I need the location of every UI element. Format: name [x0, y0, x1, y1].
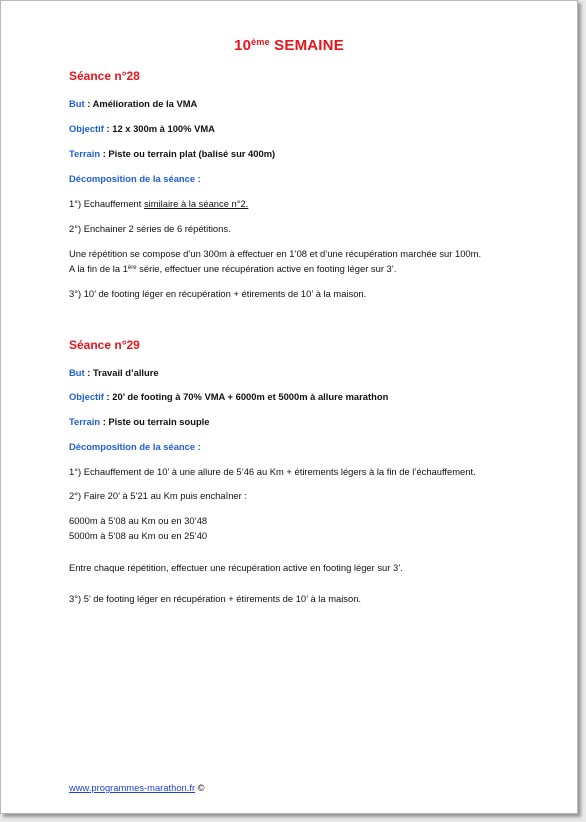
seance-28-step-3: 3°) 10’ de footing léger en récupération + étirements de 10’ à la maison. — [69, 288, 367, 299]
seance-28-step-2: 2°) Enchainer 2 séries de 6 répétitions. — [69, 223, 231, 234]
seance-29-step-1: 1°) Echauffement de 10’ à une allure de 5’46 au Km + étirements légers à la fin de l’échauffement. — [69, 466, 476, 477]
seance-29-recuperation: Entre chaque répétition, effectuer une récupération active en footing léger sur 3’. — [69, 562, 403, 573]
seance-2-link[interactable]: similaire à la séance n°2. — [143, 198, 249, 209]
seance-28-paragraph-2: A la fin de la 1ère série, effectuer une récupération active en footing léger sur 3’. — [69, 263, 397, 274]
seance-28-terrain: Terrain : Piste ou terrain plat (balisé sur 400m) — [69, 148, 276, 159]
seance-29-line-6000: 6000m à 5’08 au Km ou en 30’48 — [69, 515, 208, 526]
website-link[interactable]: www.programmes-marathon.fr — [69, 782, 196, 793]
copyright-symbol: © — [195, 782, 205, 793]
seance-29-line-5000: 5000m à 5’08 au Km ou en 25’40 — [69, 530, 208, 541]
seance-28-paragraph-1: Une répétition se compose d’un 300m à effectuer en 1’08 et d’une récupération marchée sur 100m. — [69, 248, 482, 259]
seance-29-heading: Séance n°29 — [69, 338, 140, 352]
seance-28-objectif: Objectif : 12 x 300m à 100% VMA — [69, 123, 215, 134]
footer — [69, 782, 205, 793]
seance-28-decomposition-label: Décomposition de la séance : — [69, 173, 201, 184]
seance-29-but: But : Travail d’allure — [69, 367, 159, 378]
seance-29-terrain: Terrain : Piste ou terrain souple — [69, 416, 210, 427]
seance-28-heading: Séance n°28 — [69, 69, 140, 83]
seance-29-step-3: 3°) 5’ de footing léger en récupération + étirements de 10’ à la maison. — [69, 593, 362, 604]
seance-29-objectif: Objectif : 20’ de footing à 70% VMA + 6000m et 5000m à allure marathon — [69, 391, 389, 402]
seance-28-but: But : Amélioration de la VMA — [69, 98, 198, 109]
seance-29-decomposition-label: Décomposition de la séance : — [69, 441, 201, 452]
seance-29-step-2: 2°) Faire 20’ à 5’21 au Km puis enchaîner : — [69, 490, 247, 501]
page-title: 10ème SEMAINE — [234, 37, 344, 54]
seance-28-step-1: 1°) Echauffement similaire à la séance n°2. — [69, 198, 249, 209]
